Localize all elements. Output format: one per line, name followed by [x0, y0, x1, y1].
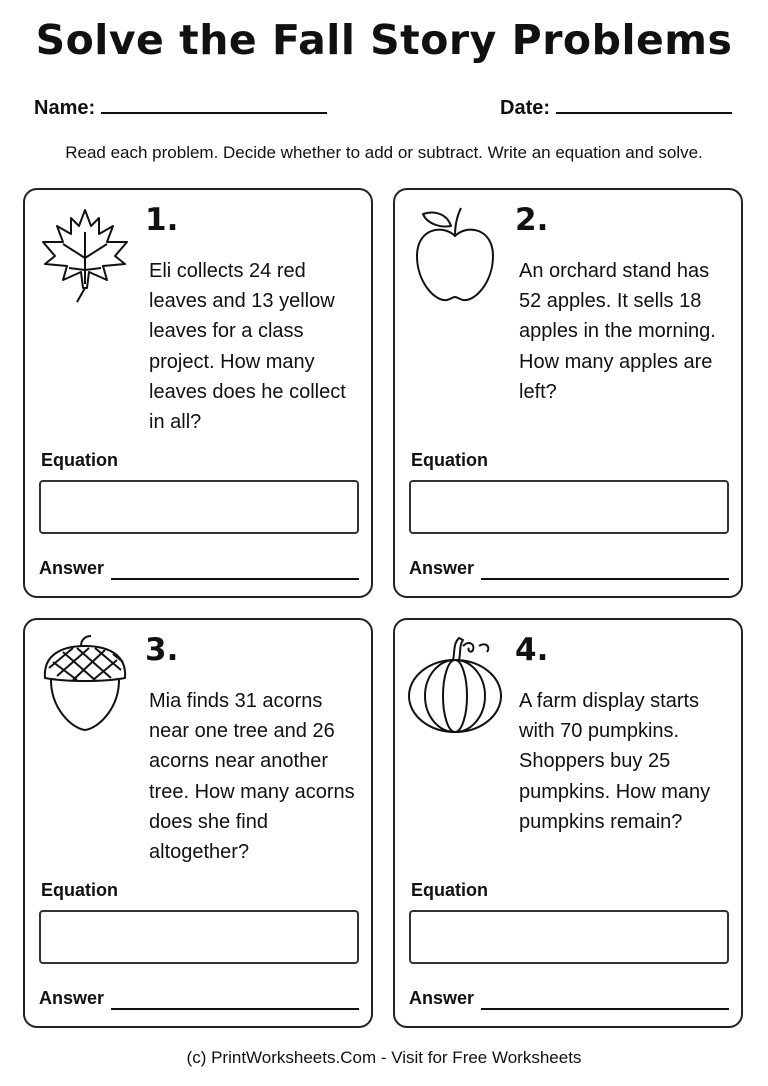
- answer-line[interactable]: [481, 1008, 729, 1010]
- answer-line[interactable]: [481, 578, 729, 580]
- problem-card-2: [393, 188, 743, 598]
- answer-label: Answer: [39, 558, 105, 578]
- answer-line[interactable]: [111, 578, 359, 580]
- problem-number: 3.: [145, 632, 179, 668]
- problem-text: Eli collects 24 red leaves and 13 yellow leaves for a class project. How many leaves does he collect in all?: [149, 260, 346, 434]
- footer-credit: (c) PrintWorksheets.Com - Visit for Free Worksheets: [186, 1048, 582, 1067]
- equation-label: Equation: [41, 880, 118, 900]
- problem-card-4: [393, 618, 743, 1028]
- problem-number: 2.: [515, 202, 549, 238]
- name-field: [34, 94, 327, 120]
- problem-text: A farm display starts with 70 pumpkins. Shoppers buy 25 pumpkins. How many pumpkins remain?: [519, 690, 711, 833]
- equation-label: Equation: [411, 450, 488, 470]
- problem-text: An orchard stand has 52 apples. It sells 18 apples in the morning. How many apples are left?: [519, 260, 716, 403]
- answer-label: Answer: [409, 988, 475, 1008]
- page-title: Solve the Fall Story Problems: [35, 16, 733, 64]
- date-input-line[interactable]: [556, 94, 732, 114]
- problem-card-1: [23, 188, 373, 598]
- problem-number: 1.: [145, 202, 179, 238]
- acorn-icon: [33, 632, 137, 736]
- problem-card-3: [23, 618, 373, 1028]
- answer-label: Answer: [409, 558, 475, 578]
- equation-label: Equation: [41, 450, 118, 470]
- maple-leaf-icon: [33, 202, 137, 306]
- apple-icon: [403, 202, 507, 306]
- equation-box[interactable]: [39, 910, 359, 964]
- date-label: Date:: [500, 97, 551, 119]
- answer-line[interactable]: [111, 1008, 359, 1010]
- name-label: Name:: [34, 97, 96, 119]
- equation-box[interactable]: [39, 480, 359, 534]
- problem-number: 4.: [515, 632, 549, 668]
- date-field: [500, 94, 732, 120]
- problem-text: Mia finds 31 acorns near one tree and 26 acorns near another tree. How many acorns does she find altogether?: [149, 690, 355, 864]
- answer-label: Answer: [39, 988, 105, 1008]
- equation-label: Equation: [411, 880, 488, 900]
- equation-box[interactable]: [409, 480, 729, 534]
- equation-box[interactable]: [409, 910, 729, 964]
- name-input-line[interactable]: [101, 94, 327, 114]
- instructions: Read each problem. Decide whether to add or subtract. Write an equation and solve.: [65, 143, 703, 162]
- pumpkin-icon: [403, 632, 507, 736]
